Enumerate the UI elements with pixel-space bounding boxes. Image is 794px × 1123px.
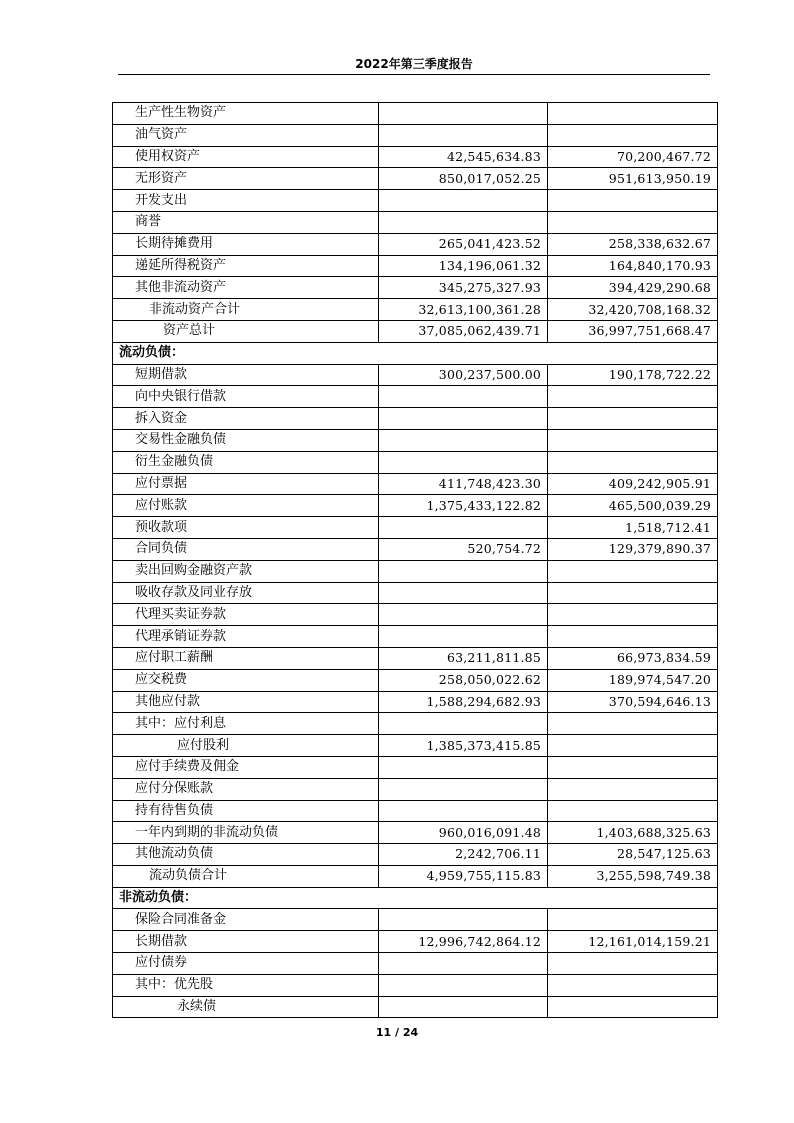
prior-year-end-value	[548, 124, 718, 146]
row-label: 一年内到期的非流动负债	[113, 822, 379, 844]
table-row	[113, 844, 718, 866]
period-end-value: 37,085,062,439.71	[379, 320, 548, 342]
prior-year-end-value	[548, 778, 718, 800]
row-label: 其他流动负债	[113, 844, 379, 866]
row-label: 油气资产	[113, 124, 379, 146]
period-end-value	[379, 429, 548, 451]
prior-year-end-value	[548, 626, 718, 648]
row-label: 吸收存款及同业存放	[113, 582, 379, 604]
prior-year-end-value	[548, 800, 718, 822]
prior-year-end-value: 164,840,170.93	[548, 255, 718, 277]
period-end-value: 850,017,052.25	[379, 168, 548, 190]
prior-year-end-value	[548, 713, 718, 735]
row-label: 预收款项	[113, 517, 379, 539]
row-label: 资产总计	[113, 320, 379, 342]
table-row	[113, 582, 718, 604]
section-label: 流动负债：	[113, 342, 718, 364]
prior-year-end-value	[548, 103, 718, 125]
table-row	[113, 909, 718, 931]
period-end-value	[379, 713, 548, 735]
prior-year-end-value: 409,242,905.91	[548, 473, 718, 495]
table-row	[113, 713, 718, 735]
table-row	[113, 647, 718, 669]
period-end-value	[379, 626, 548, 648]
table-row	[113, 756, 718, 778]
prior-year-end-value: 70,200,467.72	[548, 146, 718, 168]
row-label: 永续债	[113, 996, 379, 1018]
table-row	[113, 408, 718, 430]
period-end-value	[379, 517, 548, 539]
section-header-row	[113, 887, 718, 909]
row-label: 应付分保账款	[113, 778, 379, 800]
table-row	[113, 429, 718, 451]
table-row	[113, 931, 718, 953]
table-row	[113, 255, 718, 277]
row-label: 无形资产	[113, 168, 379, 190]
period-end-value: 265,041,423.52	[379, 233, 548, 255]
prior-year-end-value	[548, 756, 718, 778]
table-row	[113, 386, 718, 408]
prior-year-end-value	[548, 190, 718, 212]
section-label: 非流动负债：	[113, 887, 718, 909]
row-label: 合同负债	[113, 538, 379, 560]
row-label: 应付手续费及佣金	[113, 756, 379, 778]
table-row	[113, 451, 718, 473]
table-row	[113, 146, 718, 168]
row-label: 代理承销证券款	[113, 626, 379, 648]
row-label: 生产性生物资产	[113, 103, 379, 125]
prior-year-end-value: 3,255,598,749.38	[548, 865, 718, 887]
row-label: 衍生金融负债	[113, 451, 379, 473]
row-label: 流动负债合计	[113, 865, 379, 887]
prior-year-end-value: 258,338,632.67	[548, 233, 718, 255]
report-header-title: 2022年第三季度报告	[355, 57, 473, 71]
period-end-value	[379, 408, 548, 430]
table-row	[113, 800, 718, 822]
table-row	[113, 865, 718, 887]
prior-year-end-value: 189,974,547.20	[548, 669, 718, 691]
row-label: 应付票据	[113, 473, 379, 495]
table-row	[113, 277, 718, 299]
period-end-value: 12,996,742,864.12	[379, 931, 548, 953]
table-row	[113, 604, 718, 626]
table-row	[113, 735, 718, 757]
prior-year-end-value: 190,178,722.22	[548, 364, 718, 386]
table-row	[113, 822, 718, 844]
row-label: 其中：优先股	[113, 974, 379, 996]
prior-year-end-value: 951,613,950.19	[548, 168, 718, 190]
prior-year-end-value: 36,997,751,668.47	[548, 320, 718, 342]
row-label: 长期待摊费用	[113, 233, 379, 255]
prior-year-end-value: 129,379,890.37	[548, 538, 718, 560]
table-row	[113, 560, 718, 582]
period-end-value: 300,237,500.00	[379, 364, 548, 386]
table-row	[113, 626, 718, 648]
period-end-value: 2,242,706.11	[379, 844, 548, 866]
period-end-value: 520,754.72	[379, 538, 548, 560]
period-end-value: 4,959,755,115.83	[379, 865, 548, 887]
row-label: 保险合同准备金	[113, 909, 379, 931]
prior-year-end-value: 28,547,125.63	[548, 844, 718, 866]
table-row	[113, 103, 718, 125]
period-end-value: 1,375,433,122.82	[379, 495, 548, 517]
prior-year-end-value: 66,973,834.59	[548, 647, 718, 669]
row-label: 非流动资产合计	[113, 299, 379, 321]
table-row	[113, 299, 718, 321]
table-row	[113, 974, 718, 996]
row-label: 商誉	[113, 211, 379, 233]
period-end-value	[379, 953, 548, 975]
table-row	[113, 517, 718, 539]
row-label: 其他应付款	[113, 691, 379, 713]
row-label: 开发支出	[113, 190, 379, 212]
prior-year-end-value: 12,161,014,159.21	[548, 931, 718, 953]
row-label: 使用权资产	[113, 146, 379, 168]
period-end-value	[379, 386, 548, 408]
prior-year-end-value	[548, 386, 718, 408]
row-label: 代理买卖证券款	[113, 604, 379, 626]
table-row	[113, 364, 718, 386]
table-row	[113, 320, 718, 342]
period-end-value	[379, 451, 548, 473]
row-label: 向中央银行借款	[113, 386, 379, 408]
row-label: 应付账款	[113, 495, 379, 517]
prior-year-end-value	[548, 909, 718, 931]
row-label: 递延所得税资产	[113, 255, 379, 277]
prior-year-end-value: 370,594,646.13	[548, 691, 718, 713]
table-row	[113, 233, 718, 255]
prior-year-end-value	[548, 429, 718, 451]
prior-year-end-value	[548, 974, 718, 996]
balance-sheet-body	[113, 103, 718, 1018]
prior-year-end-value: 394,429,290.68	[548, 277, 718, 299]
period-end-value	[379, 582, 548, 604]
prior-year-end-value	[548, 211, 718, 233]
period-end-value: 345,275,327.93	[379, 277, 548, 299]
table-row	[113, 669, 718, 691]
row-label: 应付债券	[113, 953, 379, 975]
prior-year-end-value	[548, 582, 718, 604]
row-label: 长期借款	[113, 931, 379, 953]
prior-year-end-value: 32,420,708,168.32	[548, 299, 718, 321]
table-row	[113, 996, 718, 1018]
row-label: 拆入资金	[113, 408, 379, 430]
period-end-value: 63,211,811.85	[379, 647, 548, 669]
header-divider	[118, 74, 710, 75]
period-end-value: 960,016,091.48	[379, 822, 548, 844]
section-header-row	[113, 342, 718, 364]
period-end-value: 1,385,373,415.85	[379, 735, 548, 757]
row-label: 卖出回购金融资产款	[113, 560, 379, 582]
period-end-value	[379, 800, 548, 822]
row-label: 持有待售负债	[113, 800, 379, 822]
table-row	[113, 778, 718, 800]
prior-year-end-value	[548, 451, 718, 473]
period-end-value	[379, 560, 548, 582]
row-label: 应交税费	[113, 669, 379, 691]
table-row	[113, 953, 718, 975]
row-label: 交易性金融负债	[113, 429, 379, 451]
table-row	[113, 190, 718, 212]
prior-year-end-value	[548, 735, 718, 757]
table-row	[113, 691, 718, 713]
table-row	[113, 168, 718, 190]
period-end-value: 411,748,423.30	[379, 473, 548, 495]
prior-year-end-value	[548, 953, 718, 975]
row-label: 应付职工薪酬	[113, 647, 379, 669]
period-end-value	[379, 756, 548, 778]
period-end-value	[379, 124, 548, 146]
period-end-value	[379, 190, 548, 212]
table-row	[113, 473, 718, 495]
period-end-value	[379, 996, 548, 1018]
period-end-value	[379, 103, 548, 125]
row-label: 应付股利	[113, 735, 379, 757]
period-end-value	[379, 974, 548, 996]
prior-year-end-value	[548, 408, 718, 430]
prior-year-end-value: 1,403,688,325.63	[548, 822, 718, 844]
period-end-value: 134,196,061.32	[379, 255, 548, 277]
prior-year-end-value: 1,518,712.41	[548, 517, 718, 539]
period-end-value	[379, 604, 548, 626]
prior-year-end-value: 465,500,039.29	[548, 495, 718, 517]
prior-year-end-value	[548, 604, 718, 626]
page-number: 11 / 24	[375, 1026, 419, 1039]
period-end-value	[379, 211, 548, 233]
period-end-value: 32,613,100,361.28	[379, 299, 548, 321]
row-label: 其他非流动资产	[113, 277, 379, 299]
prior-year-end-value	[548, 560, 718, 582]
table-row	[113, 124, 718, 146]
table-row	[113, 211, 718, 233]
period-end-value: 42,545,634.83	[379, 146, 548, 168]
prior-year-end-value	[548, 996, 718, 1018]
table-row	[113, 538, 718, 560]
row-label: 短期借款	[113, 364, 379, 386]
period-end-value: 258,050,022.62	[379, 669, 548, 691]
period-end-value	[379, 778, 548, 800]
table-row	[113, 495, 718, 517]
period-end-value: 1,588,294,682.93	[379, 691, 548, 713]
period-end-value	[379, 909, 548, 931]
balance-sheet-table	[112, 102, 718, 1018]
row-label: 其中：应付利息	[113, 713, 379, 735]
